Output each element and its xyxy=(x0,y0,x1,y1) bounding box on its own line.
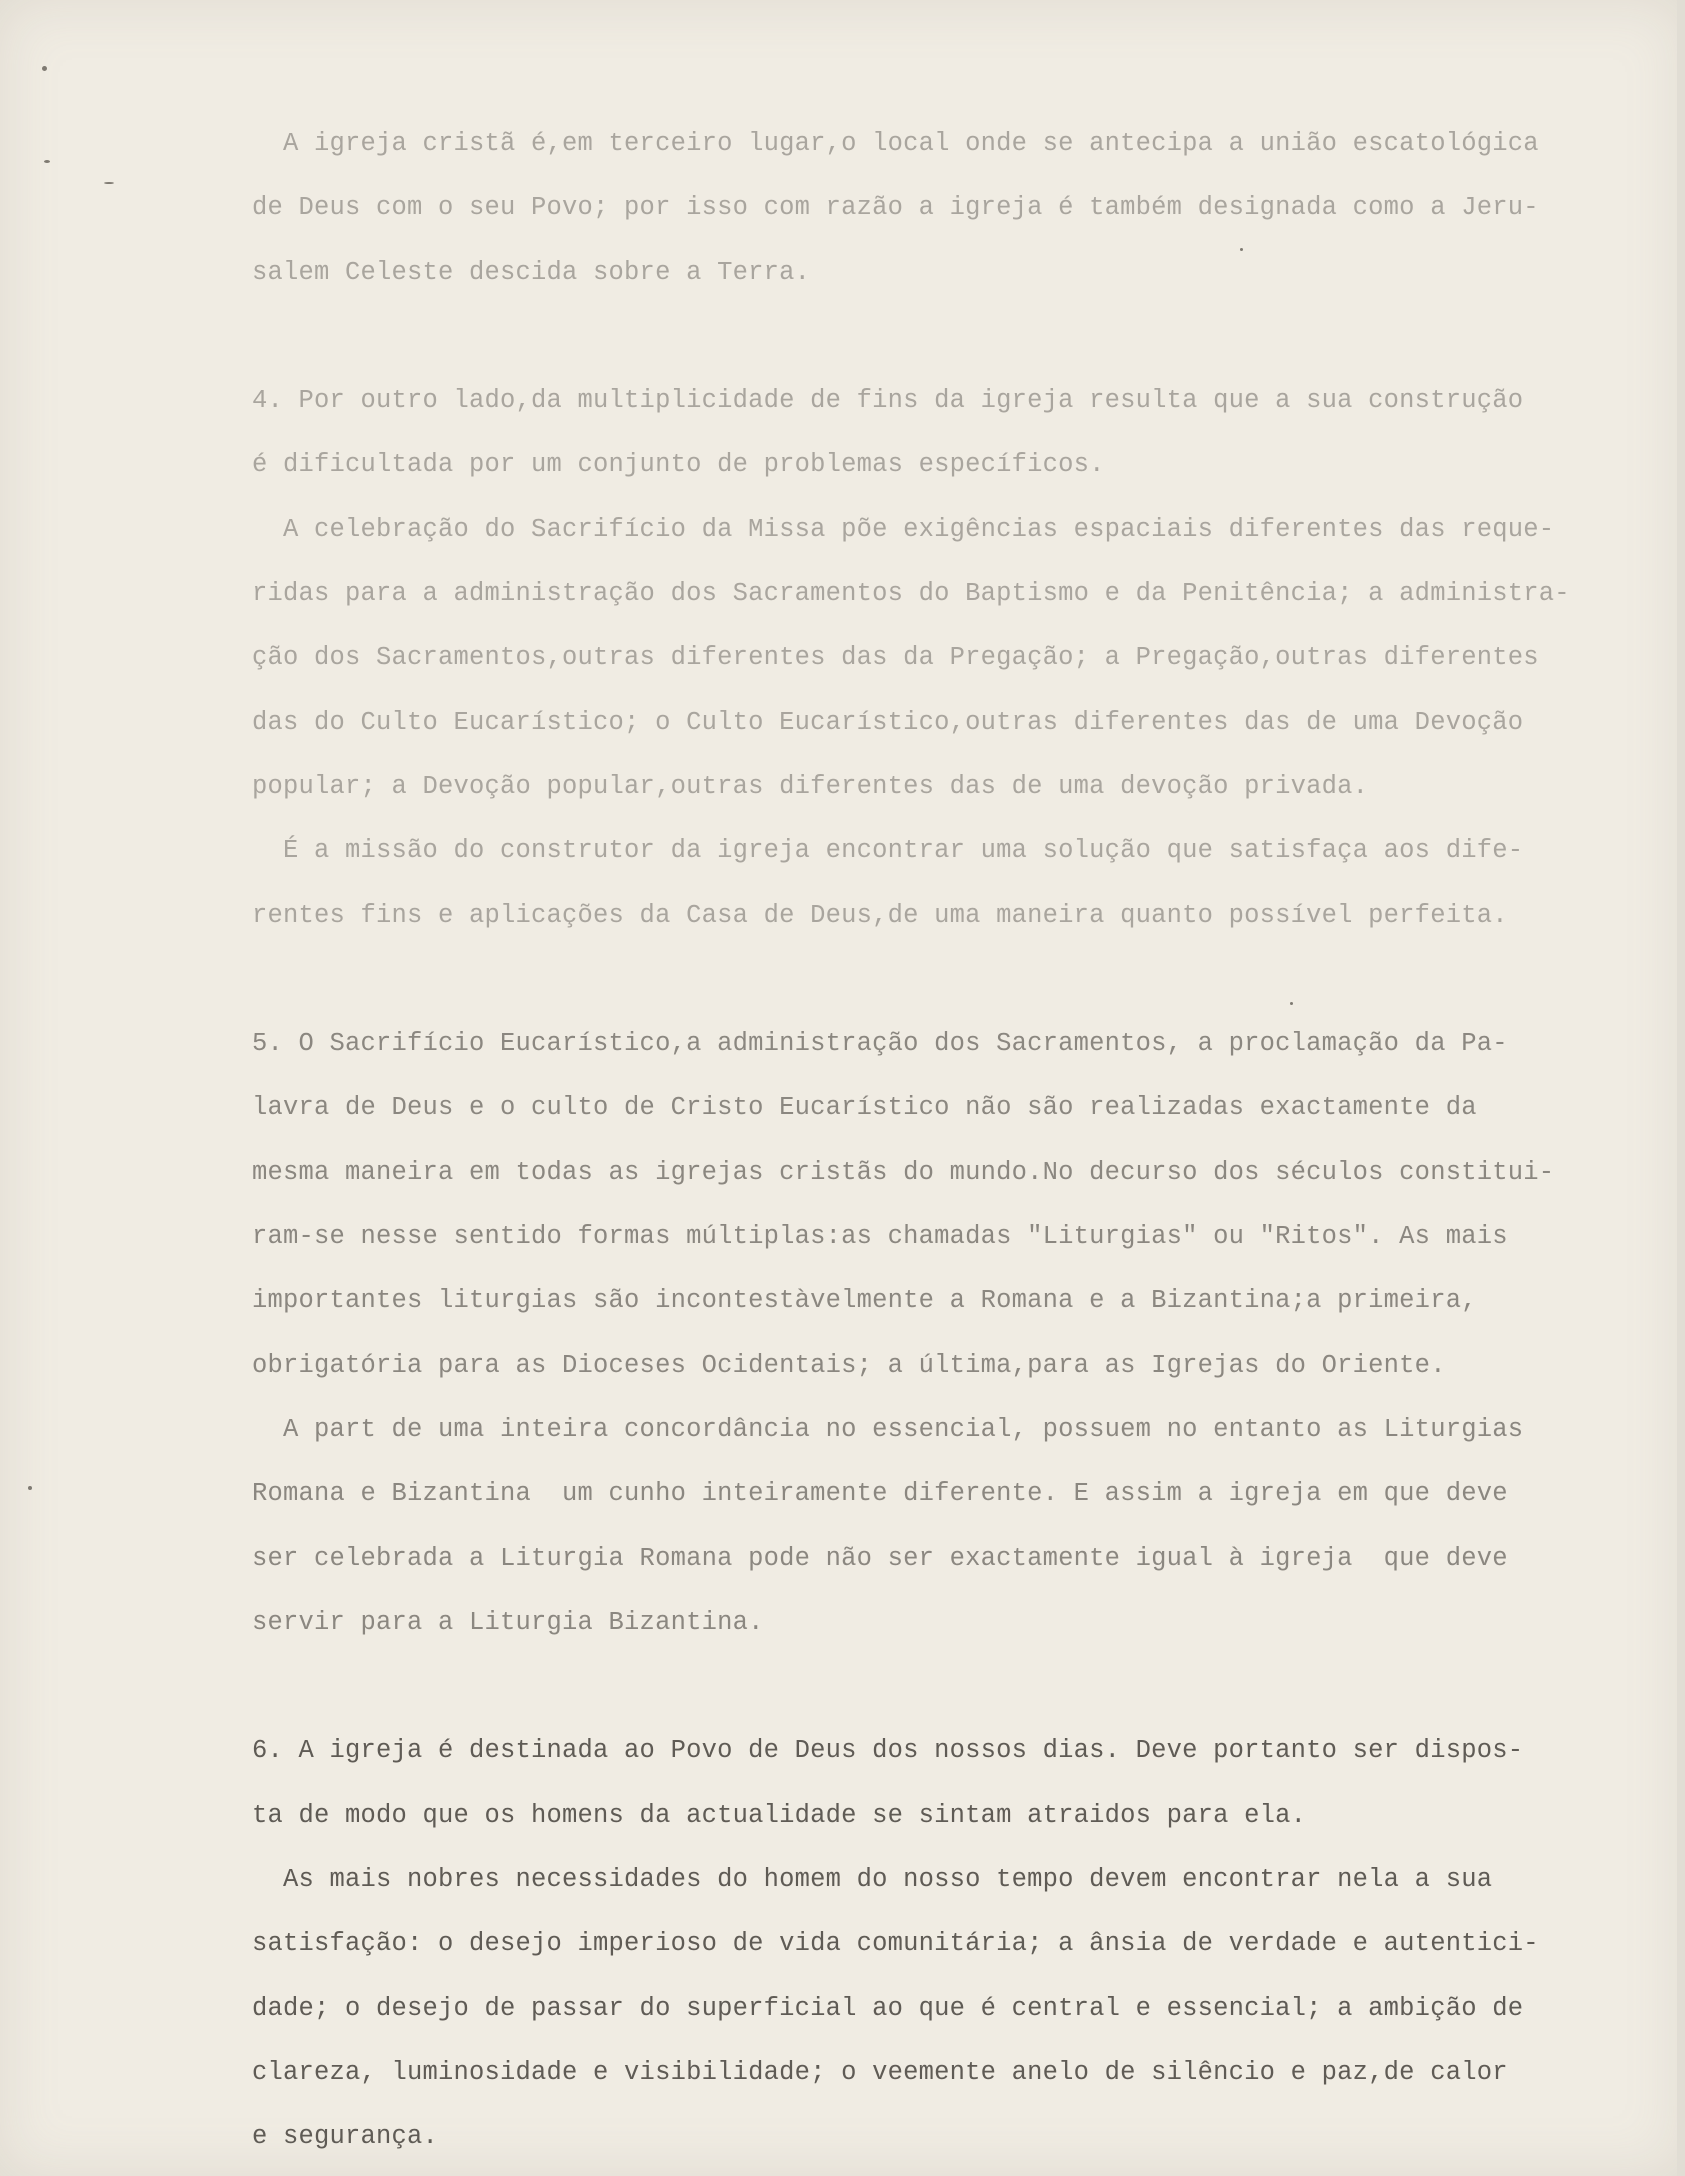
paper-speck xyxy=(44,160,50,163)
text-line: ta de modo que os homens da actualidade se sintam atraidos para ela. xyxy=(252,1800,1307,1830)
text-line: 5. O Sacrifício Eucarístico,a administração dos Sacramentos, a proclamação da Pa- xyxy=(252,1029,1508,1059)
text-line: ser celebrada a Liturgia Romana pode não ser exactamente igual à igreja que deve xyxy=(252,1543,1508,1573)
text-line: Romana e Bizantina um cunho inteiramente diferente. E assim a igreja em que deve xyxy=(252,1479,1508,1509)
text-line: 4. Por outro lado,da multiplicidade de fins da igreja resulta que a sua construção xyxy=(252,386,1524,416)
paragraph-3-continuation xyxy=(252,112,1612,305)
text-line: servir para a Liturgia Bizantina. xyxy=(252,1607,764,1637)
paragraph-4 xyxy=(252,369,1612,948)
text-line: das do Culto Eucarístico; o Culto Eucarístico,outras diferentes das de uma Devoção xyxy=(252,707,1524,737)
paper-speck xyxy=(28,1486,32,1490)
paragraph-gap xyxy=(252,1655,1612,1719)
text-line: de Deus com o seu Povo; por isso com razão a igreja é também designada como a Jeru- xyxy=(252,193,1539,223)
paragraph-5 xyxy=(252,1012,1612,1655)
text-line: dade; o desejo de passar do superficial ao que é central e essencial; a ambição de xyxy=(252,1993,1524,2023)
text-line: A celebração do Sacrifício da Missa põe exigências espaciais diferentes das reque- xyxy=(252,514,1555,544)
paragraph-gap xyxy=(252,948,1612,1012)
text-line: lavra de Deus e o culto de Cristo Eucarístico não são realizadas exactamente da xyxy=(252,1093,1477,1123)
paragraph-gap xyxy=(252,305,1612,369)
text-line: É a missão do construtor da igreja encontrar uma solução que satisfaça aos dife- xyxy=(252,836,1524,866)
text-line: salem Celeste descida sobre a Terra. xyxy=(252,257,811,287)
text-line: satisfação: o desejo imperioso de vida comunitária; a ânsia de verdade e autentici- xyxy=(252,1929,1539,1959)
paper-speck xyxy=(1290,1002,1293,1005)
text-line: obrigatória para as Dioceses Ocidentais; a última,para as Igrejas do Oriente. xyxy=(252,1350,1446,1380)
text-line: As mais nobres necessidades do homem do nosso tempo devem encontrar nela a sua xyxy=(252,1865,1493,1895)
paragraph-6 xyxy=(252,1719,1612,2169)
text-line: mesma maneira em todas as igrejas cristãs do mundo.No decurso dos séculos constitui- xyxy=(252,1157,1555,1187)
paper-speck xyxy=(1240,248,1243,251)
paper-speck xyxy=(42,66,47,71)
text-line: A igreja cristã é,em terceiro lugar,o local onde se antecipa a união escatológica xyxy=(252,129,1539,158)
text-line: clareza, luminosidade e visibilidade; o veemente anelo de silêncio e paz,de calor xyxy=(252,2057,1508,2087)
paper-speck xyxy=(104,182,114,184)
text-line: A part de uma inteira concordância no essencial, possuem no entanto as Liturgias xyxy=(252,1414,1524,1444)
text-line: ram-se nesse sentido formas múltiplas:as chamadas "Liturgias" ou "Ritos". As mais xyxy=(252,1222,1508,1252)
text-line: ridas para a administração dos Sacramentos do Baptismo e da Penitência; a administra- xyxy=(252,579,1570,609)
document-body xyxy=(252,112,1612,2170)
page-edge xyxy=(1677,0,1685,2176)
text-line: e segurança. xyxy=(252,2122,439,2152)
text-line: importantes liturgias são incontestàvelmente a Romana e a Bizantina;a primeira, xyxy=(252,1286,1477,1316)
text-line: rentes fins e aplicações da Casa de Deus,de uma maneira quanto possível perfeita. xyxy=(252,900,1508,930)
text-line: popular; a Devoção popular,outras diferentes das de uma devoção privada. xyxy=(252,771,1369,801)
text-line: é dificultada por um conjunto de problemas específicos. xyxy=(252,450,1105,480)
text-line: 6. A igreja é destinada ao Povo de Deus dos nossos dias. Deve portanto ser dispos- xyxy=(252,1736,1524,1766)
text-line: ção dos Sacramentos,outras diferentes das da Pregação; a Pregação,outras diferentes xyxy=(252,643,1539,673)
